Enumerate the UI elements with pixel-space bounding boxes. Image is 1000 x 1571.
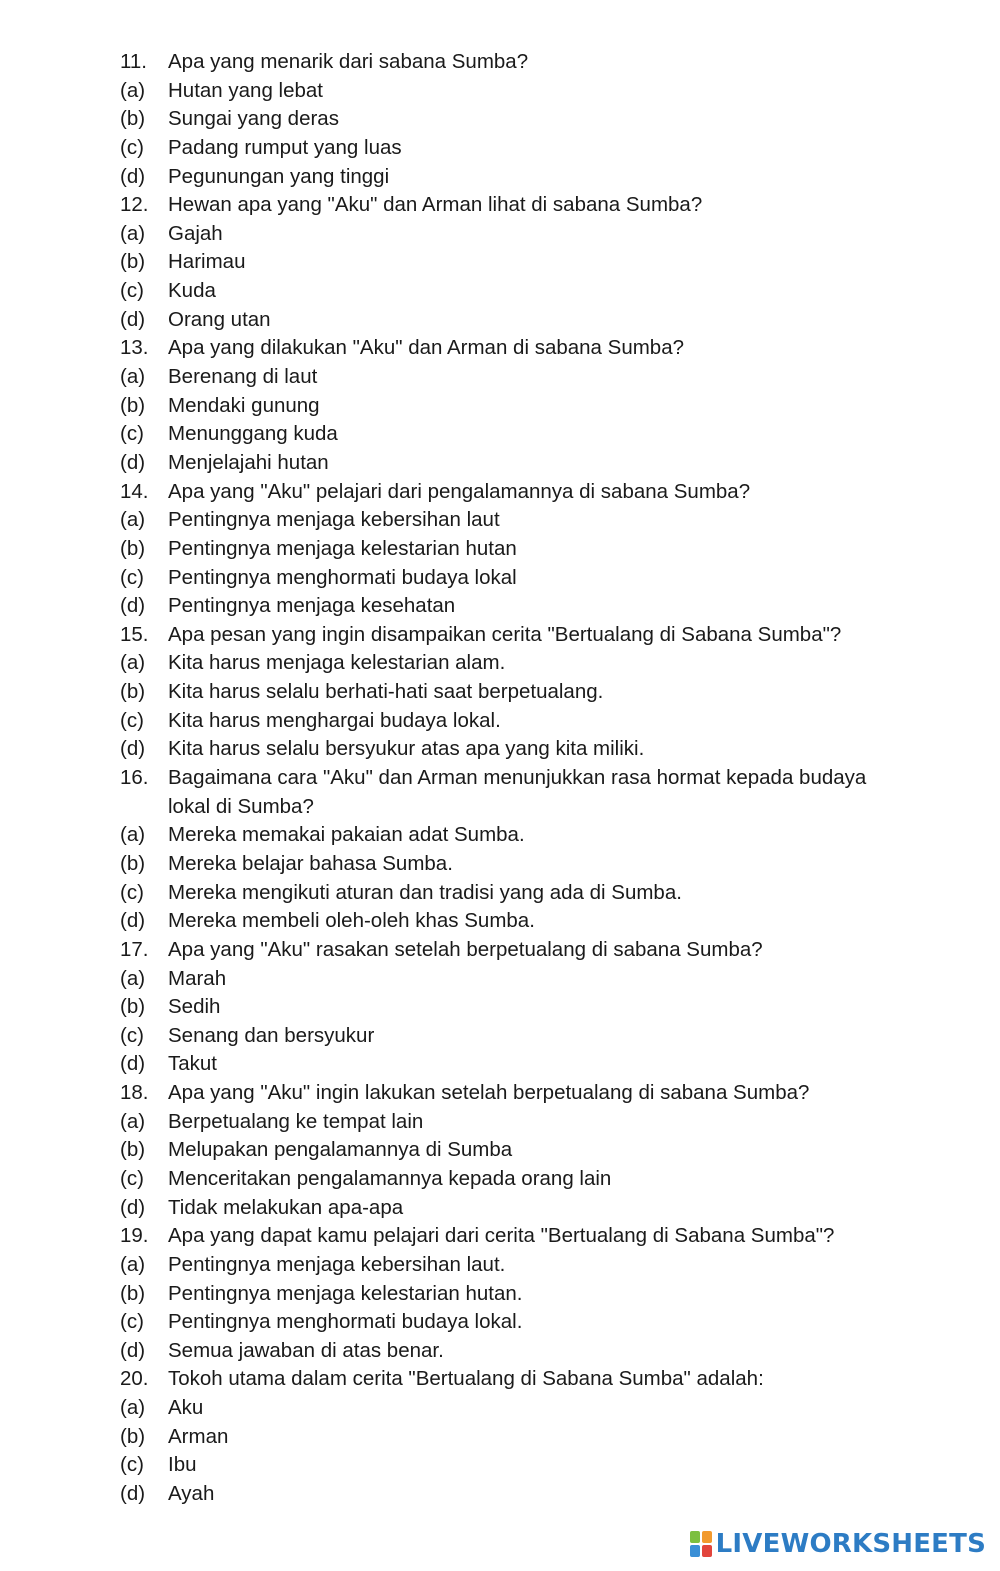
- answer-option[interactable]: [120, 1337, 880, 1366]
- answer-option[interactable]: [120, 363, 880, 392]
- option-text: Mereka mengikuti aturan dan tradisi yang ada di Sumba.: [168, 880, 682, 904]
- answer-option[interactable]: [120, 707, 880, 736]
- option-text: Pentingnya menjaga kebersihan laut.: [168, 1252, 506, 1276]
- question-number: 11.: [120, 50, 147, 73]
- question-number: 14.: [120, 479, 149, 503]
- answer-option[interactable]: [120, 220, 880, 249]
- option-label: (d): [120, 450, 146, 474]
- question-text: Apa yang "Aku" pelajari dari pengalamannya di sabana Sumba?: [168, 479, 751, 503]
- logo-text: LIVEWORKSHEETS: [715, 1529, 986, 1559]
- option-text: Pentingnya menjaga kesehatan: [168, 594, 456, 618]
- option-label: (a): [120, 1396, 146, 1420]
- option-text: Semua jawaban di atas benar.: [168, 1338, 444, 1362]
- option-text: Pentingnya menghormati budaya lokal.: [168, 1310, 523, 1334]
- question-block: [120, 334, 880, 477]
- answer-option[interactable]: [120, 1165, 880, 1194]
- question-block: [120, 764, 880, 936]
- answer-option[interactable]: [120, 420, 880, 449]
- option-text: Pegunungan yang tinggi: [168, 164, 390, 188]
- option-text: Tidak melakukan apa-apa: [168, 1195, 404, 1219]
- option-label: (d): [120, 909, 146, 933]
- question-text: Bagaimana cara "Aku" dan Arman menunjukkan rasa hormat kepada budaya lokal di Sumba?: [168, 766, 867, 818]
- option-text: Sungai yang deras: [168, 107, 339, 131]
- option-text: Senang dan bersyukur: [168, 1023, 375, 1047]
- answer-option[interactable]: [120, 163, 880, 192]
- answer-option[interactable]: [120, 965, 880, 994]
- question-number: 16.: [120, 766, 149, 790]
- option-label: (c): [120, 135, 144, 159]
- option-label: (a): [120, 1252, 146, 1276]
- option-label: (c): [120, 1167, 144, 1190]
- question-row: [120, 334, 880, 363]
- liveworksheets-logo: [690, 1529, 986, 1559]
- question-block: [120, 1365, 880, 1508]
- logo-tile: [690, 1545, 700, 1557]
- option-text: Takut: [168, 1052, 217, 1076]
- option-label: (a): [120, 365, 146, 389]
- question-block: [120, 478, 880, 621]
- option-text: Berenang di laut: [168, 365, 318, 389]
- option-label: (c): [120, 422, 144, 446]
- question-number: 15.: [120, 622, 149, 646]
- option-label: (a): [120, 966, 146, 990]
- answer-option[interactable]: [120, 1394, 880, 1423]
- answer-option[interactable]: [120, 1251, 880, 1280]
- answer-option[interactable]: [120, 105, 880, 134]
- answer-option[interactable]: [120, 1022, 880, 1051]
- option-label: (a): [120, 651, 146, 675]
- answer-option[interactable]: [120, 1451, 880, 1480]
- option-label: (b): [120, 107, 146, 131]
- option-text: Orang utan: [168, 307, 271, 331]
- answer-option[interactable]: [120, 277, 880, 306]
- option-text: Gajah: [168, 221, 223, 245]
- question-number: 18.: [120, 1081, 149, 1105]
- question-number: 20.: [120, 1367, 149, 1391]
- option-label: (b): [120, 680, 146, 704]
- option-text: Harimau: [168, 250, 246, 274]
- answer-option[interactable]: [120, 907, 880, 936]
- answer-option[interactable]: [120, 821, 880, 850]
- option-text: Mereka belajar bahasa Sumba.: [168, 851, 453, 875]
- option-label: (d): [120, 164, 146, 188]
- answer-option[interactable]: [120, 1136, 880, 1165]
- option-label: (d): [120, 1195, 146, 1219]
- question-number: 13.: [120, 336, 149, 360]
- question-number: 17.: [120, 937, 149, 961]
- question-block: [120, 621, 880, 764]
- answer-option[interactable]: [120, 592, 880, 621]
- question-text: Apa yang "Aku" ingin lakukan setelah berpetualang di sabana Sumba?: [168, 1081, 810, 1105]
- question-text: Hewan apa yang "Aku" dan Arman lihat di sabana Sumba?: [168, 193, 703, 217]
- answer-option[interactable]: [120, 449, 880, 478]
- option-label: (b): [120, 995, 146, 1019]
- answer-option[interactable]: [120, 1194, 880, 1223]
- question-block: [120, 1079, 880, 1222]
- option-label: (a): [120, 78, 146, 102]
- option-label: (b): [120, 250, 146, 274]
- worksheet-question-list: [120, 48, 880, 1509]
- option-label: (a): [120, 1109, 146, 1133]
- option-label: (b): [120, 536, 146, 560]
- question-number: 19.: [120, 1224, 149, 1248]
- option-text: Kita harus selalu bersyukur atas apa yang kita miliki.: [168, 737, 645, 761]
- question-block: [120, 936, 880, 1079]
- option-text: Mereka memakai pakaian adat Sumba.: [168, 823, 525, 847]
- answer-option[interactable]: [120, 1308, 880, 1337]
- question-row: [120, 1079, 880, 1108]
- answer-option[interactable]: [120, 248, 880, 277]
- answer-option[interactable]: [120, 306, 880, 335]
- option-text: Aku: [168, 1396, 204, 1420]
- question-text: Apa yang menarik dari sabana Sumba?: [168, 50, 529, 73]
- option-text: Kuda: [168, 279, 216, 303]
- option-label: (b): [120, 393, 146, 417]
- option-text: Berpetualang ke tempat lain: [168, 1109, 424, 1133]
- question-block: [120, 1222, 880, 1365]
- answer-option[interactable]: [120, 993, 880, 1022]
- question-row: [120, 48, 880, 77]
- option-label: (b): [120, 1281, 146, 1305]
- question-number: 12.: [120, 193, 149, 217]
- question-text: Apa yang dapat kamu pelajari dari cerita "Bertualang di Sabana Sumba"?: [168, 1224, 835, 1248]
- question-block: [120, 48, 880, 191]
- question-row: [120, 936, 880, 965]
- logo-tile: [702, 1531, 712, 1543]
- option-label: (a): [120, 221, 146, 245]
- option-text: Arman: [168, 1424, 229, 1448]
- answer-option[interactable]: [120, 678, 880, 707]
- answer-option[interactable]: [120, 1050, 880, 1079]
- option-text: Marah: [168, 966, 227, 990]
- option-text: Hutan yang lebat: [168, 78, 324, 102]
- question-text: Tokoh utama dalam cerita "Bertualang di Sabana Sumba" adalah:: [168, 1367, 764, 1391]
- option-label: (b): [120, 1138, 146, 1162]
- option-text: Pentingnya menjaga kelestarian hutan.: [168, 1281, 523, 1305]
- option-label: (a): [120, 823, 146, 847]
- answer-option[interactable]: [120, 649, 880, 678]
- question-row: [120, 191, 880, 220]
- option-text: Mendaki gunung: [168, 393, 320, 417]
- option-label: (a): [120, 508, 146, 532]
- option-text: Sedih: [168, 995, 221, 1019]
- question-row: [120, 478, 880, 507]
- answer-option[interactable]: [120, 564, 880, 593]
- option-label: (d): [120, 594, 146, 618]
- answer-option[interactable]: [120, 1480, 880, 1509]
- option-text: Mereka membeli oleh-oleh khas Sumba.: [168, 909, 535, 933]
- liveworksheets-logo-icon: [690, 1531, 712, 1557]
- option-label: (d): [120, 737, 146, 761]
- question-text: Apa yang "Aku" rasakan setelah berpetualang di sabana Sumba?: [168, 937, 763, 961]
- option-label: (c): [120, 880, 144, 904]
- question-row: [120, 621, 880, 650]
- option-text: Pentingnya menghormati budaya lokal: [168, 565, 517, 589]
- option-label: (d): [120, 1052, 146, 1076]
- question-block: [120, 191, 880, 334]
- option-text: Kita harus selalu berhati-hati saat berpetualang.: [168, 680, 604, 704]
- option-label: (d): [120, 1482, 146, 1506]
- answer-option[interactable]: [120, 735, 880, 764]
- answer-option[interactable]: [120, 77, 880, 106]
- answer-option[interactable]: [120, 1108, 880, 1137]
- option-label: (c): [120, 279, 144, 303]
- question-row: [120, 1222, 880, 1251]
- option-text: Menjelajahi hutan: [168, 450, 329, 474]
- answer-option[interactable]: [120, 879, 880, 908]
- option-text: Ibu: [168, 1453, 197, 1477]
- option-text: Kita harus menghargai budaya lokal.: [168, 708, 501, 732]
- answer-option[interactable]: [120, 392, 880, 421]
- answer-option[interactable]: [120, 506, 880, 535]
- question-text: Apa pesan yang ingin disampaikan cerita "Bertualang di Sabana Sumba"?: [168, 622, 842, 646]
- option-label: (c): [120, 1310, 144, 1334]
- option-text: Melupakan pengalamannya di Sumba: [168, 1138, 513, 1162]
- option-label: (c): [120, 1023, 144, 1047]
- option-text: Menceritakan pengalamannya kepada orang lain: [168, 1167, 612, 1190]
- option-label: (b): [120, 1424, 146, 1448]
- question-row: [120, 764, 880, 821]
- option-text: Pentingnya menjaga kelestarian hutan: [168, 536, 517, 560]
- option-label: (c): [120, 708, 144, 732]
- option-text: Ayah: [168, 1482, 215, 1506]
- question-text: Apa yang dilakukan "Aku" dan Arman di sabana Sumba?: [168, 336, 685, 360]
- option-label: (d): [120, 307, 146, 331]
- option-text: Kita harus menjaga kelestarian alam.: [168, 651, 506, 675]
- option-text: Padang rumput yang luas: [168, 135, 402, 159]
- question-row: [120, 1365, 880, 1394]
- answer-option[interactable]: [120, 1423, 880, 1452]
- option-label: (d): [120, 1338, 146, 1362]
- answer-option[interactable]: [120, 535, 880, 564]
- option-label: (b): [120, 851, 146, 875]
- answer-option[interactable]: [120, 134, 880, 163]
- option-label: (c): [120, 1453, 144, 1477]
- answer-option[interactable]: [120, 850, 880, 879]
- option-text: Pentingnya menjaga kebersihan laut: [168, 508, 500, 532]
- logo-tile: [690, 1531, 700, 1543]
- answer-option[interactable]: [120, 1280, 880, 1309]
- option-label: (c): [120, 565, 144, 589]
- option-text: Menunggang kuda: [168, 422, 338, 446]
- logo-tile: [702, 1545, 712, 1557]
